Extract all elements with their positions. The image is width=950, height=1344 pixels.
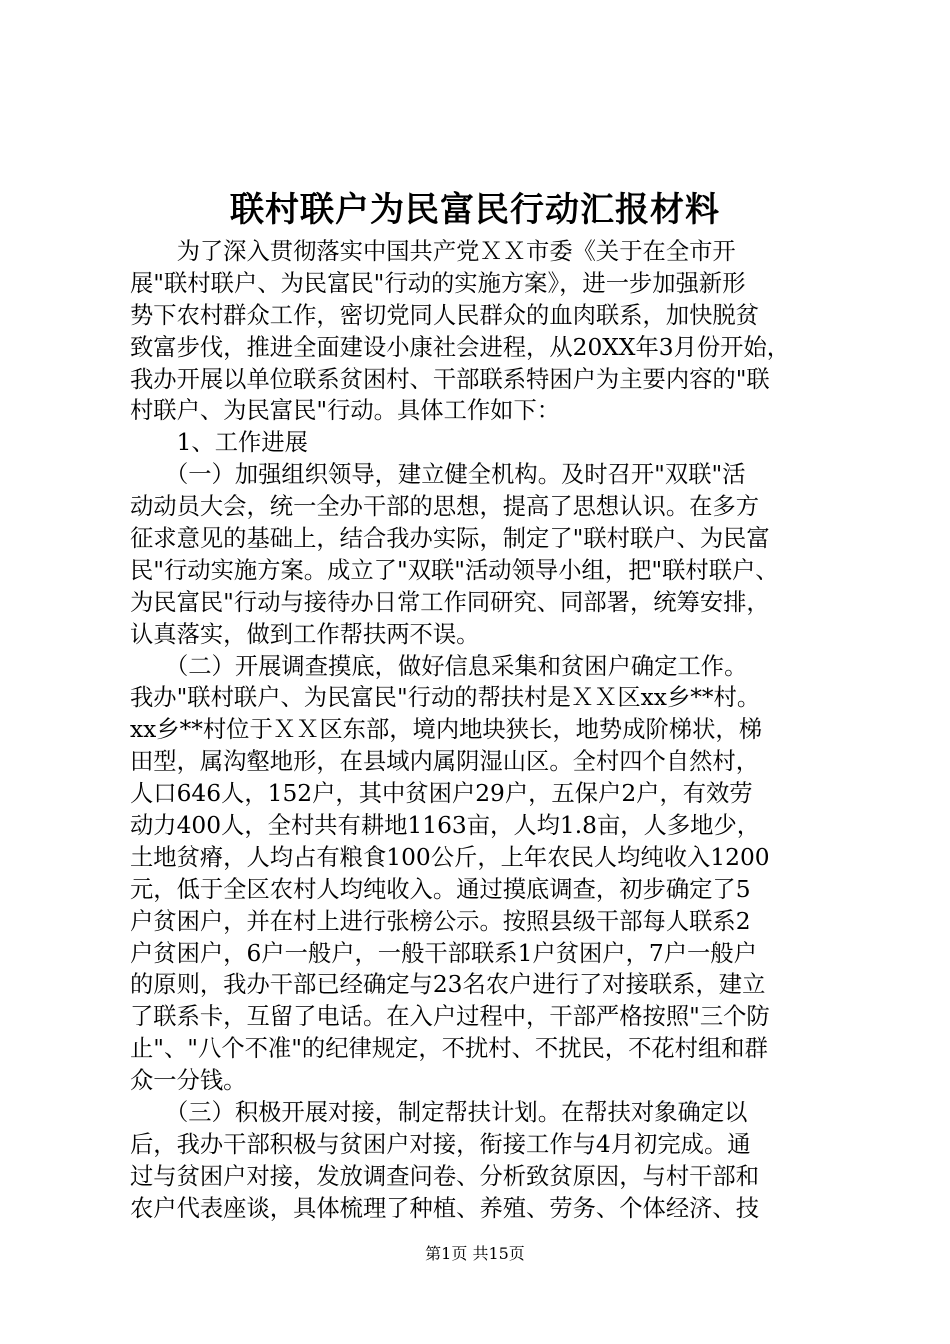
body-line: 田型，属沟壑地形，在县域内属阴湿山区。全村四个自然村，	[130, 748, 760, 776]
body-line: 后，我办干部积极与贫困户对接，衔接工作与4月初完成。通	[130, 1130, 751, 1158]
body-line: 动力400人，全村共有耕地1163亩，人均1.8亩，人多地少，	[130, 812, 761, 840]
body-line: 元，低于全区农村人均纯收入。通过摸底调查，初步确定了5	[130, 875, 751, 903]
body-line: xx乡**村位于ＸＸ区东部，境内地块狭长，地势成阶梯状，梯	[130, 716, 762, 744]
body-line: 止"、"八个不准"的纪律规定，不扰村、不扰民，不花村组和群	[130, 1035, 768, 1063]
body-line: （一）加强组织领导，建立健全机构。及时召开"双联"活	[130, 461, 746, 489]
body-line: 土地贫瘠，人均占有粮食100公斤，上年农民人均纯收入1200	[130, 843, 770, 871]
body-line: 势下农村群众工作，密切党同人民群众的血肉联系，加快脱贫	[130, 301, 760, 329]
body-line: 动动员大会，统一全办干部的思想，提高了思想认识。在多方	[130, 493, 760, 521]
body-line: 户贫困户，并在村上进行张榜公示。按照县级干部每人联系2	[130, 907, 751, 935]
body-line: 为了深入贯彻落实中国共产党ＸＸ市委《关于在全市开	[130, 238, 736, 265]
body-line: 的原则，我办干部已经确定与23名农户进行了对接联系，建立	[130, 971, 766, 999]
body-line: 致富步伐，推进全面建设小康社会进程，从20XX年3月份开始，	[130, 333, 791, 361]
body-line: 了联系卡，互留了电话。在入户过程中，干部严格按照"三个防	[130, 1003, 770, 1031]
page-number-footer: 第1页 共15页	[425, 1244, 525, 1263]
body-line: 村联户、为民富民"行动。具体工作如下：	[130, 397, 561, 425]
body-line: 为民富民"行动与接待办日常工作同研究、同部署，统筹安排，	[130, 588, 770, 616]
body-line: 认真落实，做到工作帮扶两不误。	[130, 620, 480, 648]
document-body	[130, 236, 850, 1225]
body-line: 户贫困户，6户一般户，一般干部联系1户贫困户，7户一般户	[130, 939, 757, 967]
body-line: 展"联村联户、为民富民"行动的实施方案》，进一步加强新形	[130, 269, 746, 297]
body-line: 过与贫困户对接，发放调查问卷、分析致贫原因，与村干部和	[130, 1162, 760, 1190]
body-line: （三）积极开展对接，制定帮扶计划。在帮扶对象确定以	[130, 1099, 748, 1127]
body-line: 农户代表座谈，具体梳理了种植、养殖、劳务、个体经济、技	[130, 1194, 760, 1222]
body-line: 众一分钱。	[130, 1067, 247, 1095]
body-line: 征求意见的基础上，结合我办实际，制定了"联村联户、为民富	[130, 525, 770, 553]
body-line: 我办"联村联户、为民富民"行动的帮扶村是ＸＸ区xx乡**村。	[130, 684, 761, 712]
section-heading: 1、工作进展	[130, 429, 308, 457]
body-line: 人口646人，152户，其中贫困户29户，五保户2户，有效劳	[130, 780, 753, 808]
document-title: 联村联户为民富民行动汇报材料	[230, 190, 720, 230]
body-line: 我办开展以单位联系贫困村、干部联系特困户为主要内容的"联	[130, 365, 770, 393]
body-line: （二）开展调查摸底，做好信息采集和贫困户确定工作。	[130, 652, 748, 680]
body-line: 民"行动实施方案。成立了"双联"活动领导小组，把"联村联户、	[130, 556, 779, 584]
